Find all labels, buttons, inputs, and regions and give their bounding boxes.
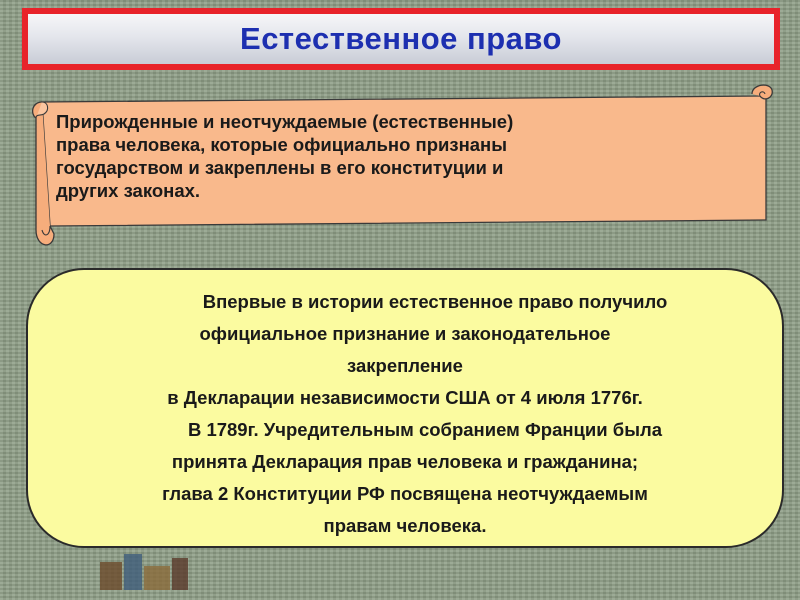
history-line: официальное признание и законодательное — [199, 323, 611, 344]
history-line: закрепление — [347, 355, 463, 376]
definition-line: других законах. — [56, 180, 201, 201]
history-line: в Декларации независимости США от 4 июля 1776г. — [167, 387, 643, 408]
title-banner — [22, 8, 780, 70]
definition-scroll — [28, 80, 780, 252]
history-box — [26, 268, 784, 548]
history-line: глава 2 Конституции РФ посвящена неотчуждаемым — [162, 483, 648, 504]
history-line: В 1789г. Учредительным собранием Франции была — [187, 419, 663, 440]
definition-line: права человека, которые официально признаны — [56, 134, 508, 155]
history-line: Впервые в истории естественное право получило — [202, 291, 668, 312]
history-line: правам человека. — [323, 515, 487, 536]
history-text — [28, 286, 782, 542]
definition-line: государством и закреплены в его конституции и — [56, 157, 504, 178]
definition-line: Прирожденные и неотчуждаемые (естественные) — [56, 111, 514, 132]
slide-title: Естественное право — [240, 21, 562, 56]
history-line: принята Декларация прав человека и гражданина; — [171, 451, 639, 472]
definition-text — [56, 110, 716, 202]
